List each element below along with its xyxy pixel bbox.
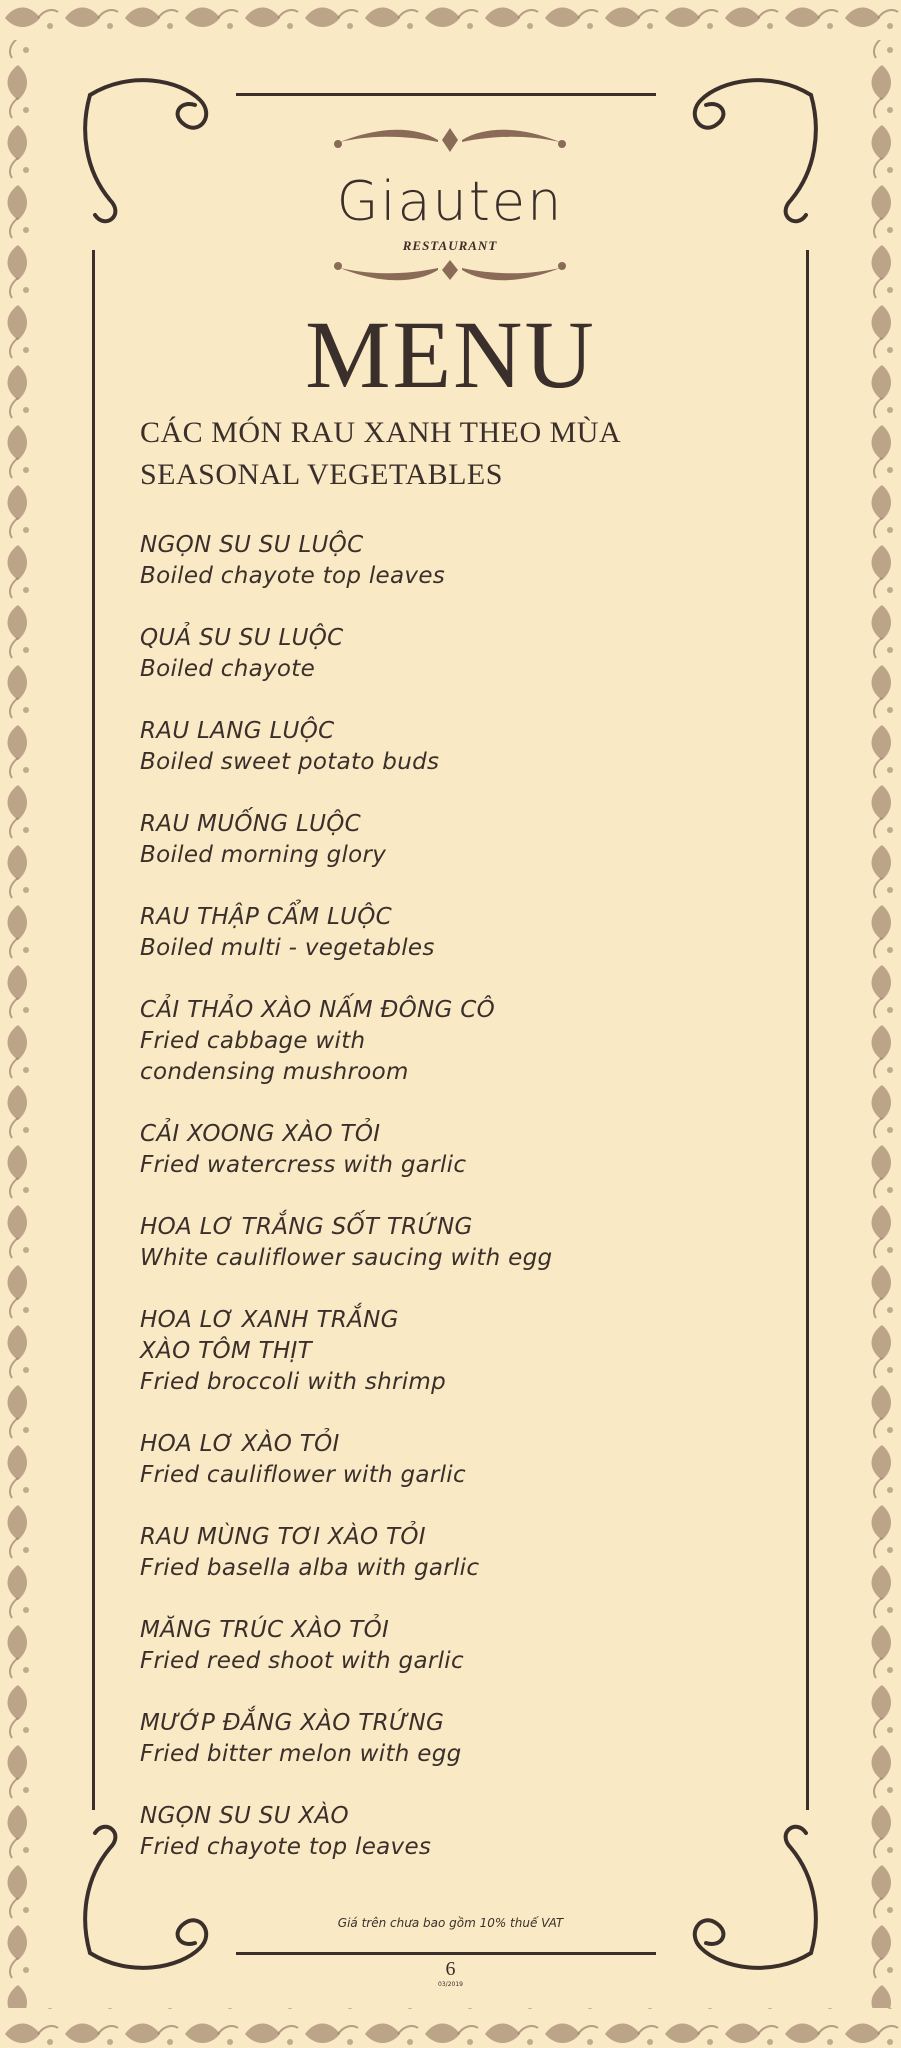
logo-bottom-ornament <box>320 256 580 290</box>
menu-item <box>140 809 800 871</box>
item-name-vietnamese: CẢI XOONG XÀO TỎI <box>140 1121 381 1147</box>
menu-item <box>140 530 800 592</box>
item-name-english: Fried bitter melon with egg <box>140 1741 462 1767</box>
item-name-english: Boiled morning glory <box>140 842 387 868</box>
menu-item <box>140 1305 800 1398</box>
item-name-english: Boiled multi - vegetables <box>140 935 435 961</box>
menu-item <box>140 1522 800 1584</box>
menu-item <box>140 1429 800 1491</box>
page-number: 6 <box>445 1958 456 1980</box>
item-name-vietnamese: MƯỚP ĐẮNG XÀO TRỨNG <box>140 1710 445 1736</box>
page-code: 03/2019 <box>438 1981 463 1988</box>
item-name-english: Fried reed shoot with garlic <box>140 1648 464 1674</box>
item-name-english: Fried broccoli with shrimp <box>140 1369 447 1395</box>
frame-bottom-line <box>236 1952 656 1955</box>
logo-top-ornament <box>320 120 580 160</box>
item-name-english: Boiled sweet potato buds <box>140 749 440 775</box>
item-name-vietnamese: MĂNG TRÚC XÀO TỎI <box>140 1617 390 1643</box>
section-title-vietnamese: CÁC MÓN RAU XANH THEO MÙA <box>140 416 622 449</box>
frame-right-line <box>806 250 809 1810</box>
menu-item <box>140 623 800 685</box>
item-name-english: Fried cabbage with <box>140 1028 366 1054</box>
menu-item <box>140 1708 800 1770</box>
menu-title: MENU <box>305 301 596 408</box>
item-name-english: Fried chayote top leaves <box>140 1834 432 1860</box>
item-name-english: Fried basella alba with garlic <box>140 1555 480 1581</box>
menu-item <box>140 1119 800 1181</box>
menu-item <box>140 1801 800 1863</box>
item-name-english: Fried cauliflower with garlic <box>140 1462 466 1488</box>
item-name-english: condensing mushroom <box>140 1059 409 1085</box>
vat-note: Giá trên chưa bao gồm 10% thuế VAT <box>337 1916 564 1930</box>
menu-item <box>140 995 800 1088</box>
menu-item <box>140 1212 800 1274</box>
item-name-vietnamese: QUẢ SU SU LUỘC <box>140 625 344 651</box>
restaurant-logo <box>300 120 600 290</box>
item-name-english: Boiled chayote top leaves <box>140 563 446 589</box>
item-name-vietnamese: RAU MUỐNG LUỘC <box>140 811 361 837</box>
section-title <box>140 412 790 496</box>
item-name-vietnamese: NGỌN SU SU LUỘC <box>140 532 364 558</box>
item-name-vietnamese: RAU MÙNG TƠI XÀO TỎI <box>140 1524 426 1550</box>
item-name-english: White cauliflower saucing with egg <box>140 1245 553 1271</box>
item-name-english: Boiled chayote <box>140 656 316 682</box>
item-name-vietnamese: CẢI THẢO XÀO NẤM ĐÔNG CÔ <box>140 997 496 1023</box>
item-name-vietnamese: RAU THẬP CẨM LUỘC <box>140 904 392 930</box>
frame-left-line <box>92 250 95 1810</box>
menu-item <box>140 902 800 964</box>
brand-subtitle: RESTAURANT <box>402 238 498 253</box>
brand-name: Giauten <box>336 170 564 233</box>
item-name-english: Fried watercress with garlic <box>140 1152 467 1178</box>
item-name-vietnamese: HOA LƠ TRẮNG SỐT TRỨNG <box>140 1214 473 1240</box>
item-name-vietnamese: RAU LANG LUỘC <box>140 718 335 744</box>
item-name-vietnamese: HOA LƠ XÀO TỎI <box>140 1431 340 1457</box>
item-name-vietnamese-line2: XÀO TÔM THỊT <box>140 1338 312 1364</box>
item-name-vietnamese: NGỌN SU SU XÀO <box>140 1803 349 1829</box>
section-title-english: SEASONAL VEGETABLES <box>140 458 503 491</box>
frame-top-line <box>236 93 656 96</box>
item-name-vietnamese: HOA LƠ XANH TRẮNG <box>140 1307 399 1333</box>
menu-item <box>140 1615 800 1677</box>
menu-item <box>140 716 800 778</box>
